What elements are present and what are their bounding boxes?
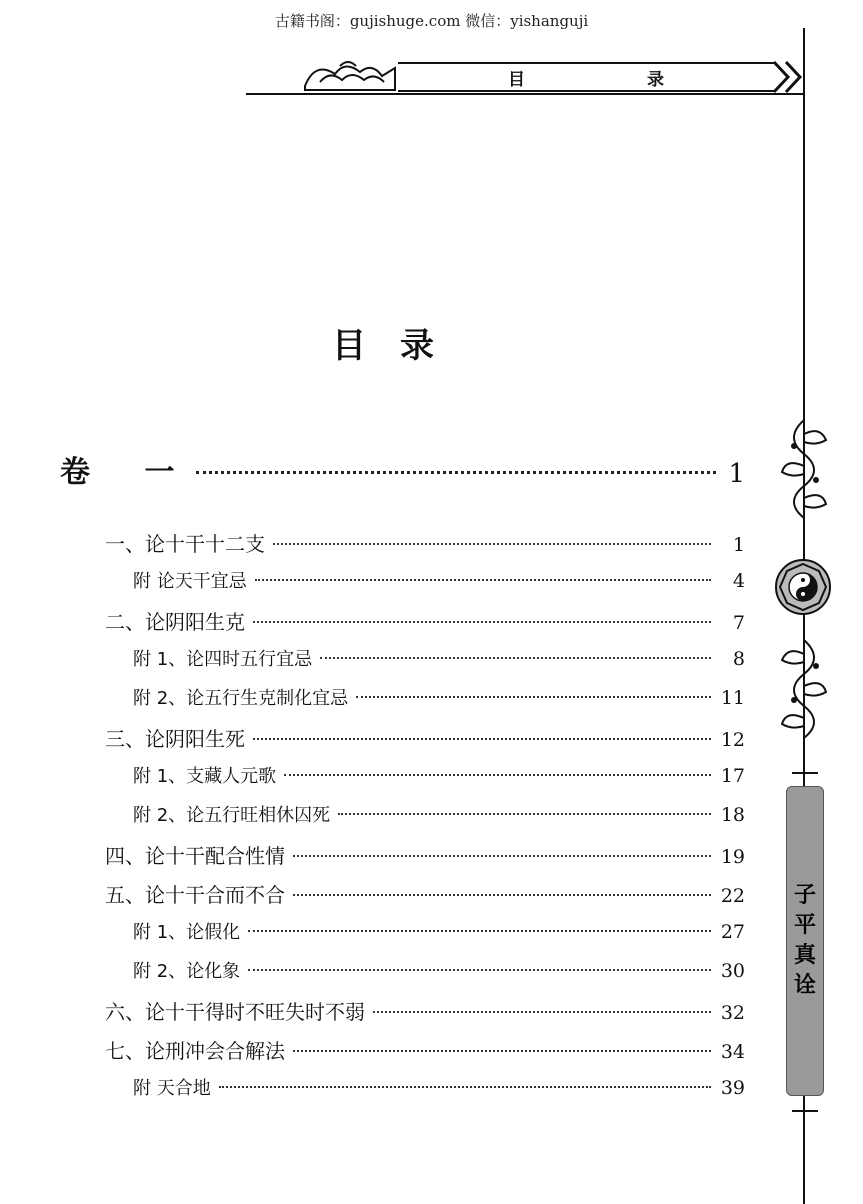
volume-label: 卷 一 <box>60 455 197 490</box>
toc-entry: 五、论十干合而不合 22 <box>105 883 745 907</box>
page-title: 目录 <box>332 326 468 366</box>
toc-entry: 六、论十干得时不旺失时不弱 32 <box>105 1000 745 1024</box>
toc-entry: 附 天合地 39 <box>133 1077 745 1099</box>
running-header-label: 目 录 <box>508 69 722 90</box>
dot-leader <box>196 471 716 474</box>
spine-char: 真 <box>793 943 816 968</box>
toc-entry: 七、论刑冲会合解法 34 <box>105 1039 745 1063</box>
toc-entry: 附 1、支藏人元歌 17 <box>133 765 745 787</box>
header-cloud-ornament <box>300 56 400 96</box>
toc-entry: 附 1、论四时五行宜忌 8 <box>133 648 745 670</box>
spine-char: 子 <box>793 883 816 908</box>
toc-entry: 四、论十干配合性情 19 <box>105 844 745 868</box>
toc-entry: 附 2、论五行生克制化宜忌 11 <box>133 687 745 709</box>
watermark-text: 古籍书阁：gujishuge.com 微信：yishanguji <box>274 12 589 30</box>
yin-yang-icon <box>774 558 832 616</box>
spine-char: 平 <box>793 913 816 938</box>
toc-entry: 一、论十干十二支 1 <box>105 532 745 556</box>
spine-cap-top <box>792 772 818 774</box>
toc-entry: 附 2、论化象 30 <box>133 960 745 982</box>
volume-heading <box>60 447 745 489</box>
toc-entry: 附 1、论假化 27 <box>133 921 745 943</box>
toc-entry: 三、论阴阳生死 12 <box>105 727 745 751</box>
floral-scroll-ornament-bottom <box>776 640 832 750</box>
toc-entry: 附 2、论五行旺相休囚死 18 <box>133 804 745 826</box>
header-rule <box>246 93 804 95</box>
toc-entry: 二、论阴阳生克 7 <box>105 610 745 634</box>
spine-char: 诠 <box>793 973 816 998</box>
running-header <box>398 62 774 92</box>
spine-cap-bottom <box>792 1110 818 1112</box>
toc-entry: 附 论天干宜忌 4 <box>133 570 745 592</box>
volume-page: 1 <box>728 459 745 489</box>
header-chevron-icon <box>772 60 804 94</box>
floral-scroll-ornament-top <box>776 420 832 530</box>
book-title-spine-tab <box>786 786 824 1096</box>
